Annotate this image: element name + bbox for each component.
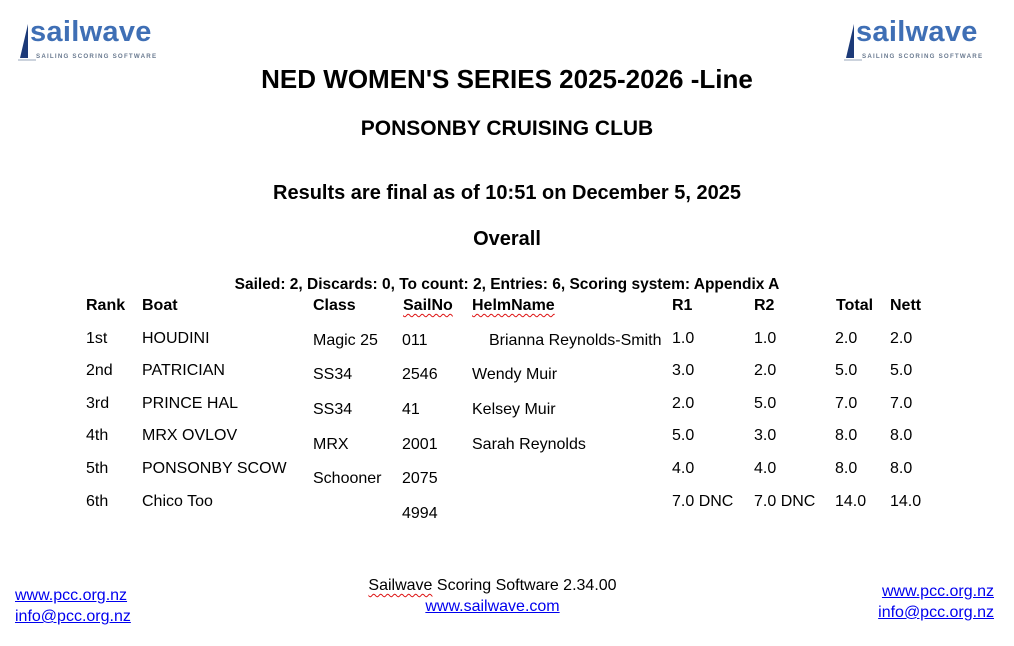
- cell-sailno: 2075: [402, 470, 438, 487]
- column-header-nett: Nett: [890, 297, 922, 314]
- cell-rank: 1st: [86, 330, 108, 347]
- sailwave-link-container[interactable]: [0, 598, 985, 616]
- cell-helm: Wendy Muir: [472, 366, 558, 383]
- cell-helm: Brianna Reynolds-Smith: [489, 332, 662, 349]
- software-name: Sailwave: [368, 577, 433, 594]
- column-header-boat: Boat: [142, 297, 178, 314]
- cell-boat: MRX OVLOV: [142, 427, 238, 444]
- cell-helm: Sarah Reynolds: [472, 436, 586, 453]
- cell-r1: 2.0: [672, 395, 695, 412]
- cell-r1: 4.0: [672, 460, 695, 477]
- cell-sailno: 2546: [402, 366, 438, 383]
- cell-nett: 2.0: [890, 330, 913, 347]
- results-status: Results are final as of 10:51 on December 5, 2025: [273, 182, 741, 204]
- cell-nett: 5.0: [890, 362, 913, 379]
- cell-class: Schooner: [313, 470, 382, 487]
- cell-total: 7.0: [835, 395, 858, 412]
- cell-total: 14.0: [835, 493, 867, 510]
- cell-rank: 3rd: [86, 395, 110, 412]
- email-link[interactable]: info@pcc.org.nz: [15, 608, 131, 625]
- cell-r2: 2.0: [754, 362, 777, 379]
- column-header-r1: R1: [672, 297, 693, 314]
- cell-total: 8.0: [835, 460, 858, 477]
- cell-r1: 5.0: [672, 427, 695, 444]
- cell-r2: 4.0: [754, 460, 777, 477]
- sailwave-link[interactable]: www.sailwave.com: [425, 598, 560, 615]
- cell-total: 2.0: [835, 330, 858, 347]
- cell-nett: 14.0: [890, 493, 922, 510]
- website-link[interactable]: www.pcc.org.nz: [881, 583, 994, 600]
- column-header-helmname: HelmName: [472, 297, 555, 314]
- cell-r2: 7.0 DNC: [754, 493, 816, 510]
- cell-sailno: 4994: [402, 505, 438, 522]
- cell-nett: 8.0: [890, 460, 913, 477]
- column-header-sailno: SailNo: [403, 297, 453, 314]
- cell-class: SS34: [313, 366, 353, 383]
- cell-boat: PRINCE HAL: [142, 395, 239, 412]
- cell-rank: 4th: [86, 427, 109, 444]
- software-credit: [0, 577, 985, 595]
- logo-word: sailwave: [30, 16, 152, 48]
- cell-r1: 1.0: [672, 330, 695, 347]
- cell-rank: 2nd: [86, 362, 113, 379]
- cell-class: SS34: [313, 401, 353, 418]
- logo-tagline: SAILING SCORING SOFTWARE: [862, 53, 984, 60]
- cell-r2: 5.0: [754, 395, 777, 412]
- cell-r1: 3.0: [672, 362, 695, 379]
- cell-boat: PATRICIAN: [142, 362, 225, 379]
- cell-sailno: 2001: [402, 436, 438, 453]
- series-title: NED WOMEN'S SERIES 2025-2026 -Line: [261, 64, 753, 94]
- software-version: Scoring Software 2.34.00: [432, 577, 617, 594]
- cell-sailno: 41: [402, 401, 420, 418]
- cell-r2: 1.0: [754, 330, 777, 347]
- cell-sailno: 011: [402, 332, 428, 349]
- email-link[interactable]: info@pcc.org.nz: [878, 604, 994, 621]
- cell-rank: 6th: [86, 493, 109, 510]
- column-header-total: Total: [836, 297, 874, 314]
- footer-right-website-link[interactable]: [882, 583, 994, 601]
- cell-nett: 7.0: [890, 395, 913, 412]
- column-header-rank: Rank: [86, 297, 126, 314]
- cell-r2: 3.0: [754, 427, 777, 444]
- cell-boat: PONSONBY SCOW: [142, 460, 287, 477]
- cell-boat: Chico Too: [142, 493, 213, 510]
- cell-r1: 7.0 DNC: [672, 493, 734, 510]
- cell-class: Magic 25: [313, 332, 378, 349]
- cell-helm: Kelsey Muir: [472, 401, 556, 418]
- cell-rank: 5th: [86, 460, 109, 477]
- logo-tagline: SAILING SCORING SOFTWARE: [36, 53, 158, 60]
- club-name: PONSONBY CRUISING CLUB: [360, 117, 654, 140]
- cell-nett: 8.0: [890, 427, 913, 444]
- column-header-r2: R2: [754, 297, 775, 314]
- section-heading: Overall: [473, 228, 541, 250]
- cell-total: 5.0: [835, 362, 858, 379]
- sailwave-logo-right: [842, 18, 997, 62]
- cell-total: 8.0: [835, 427, 858, 444]
- footer-right-email-link[interactable]: [878, 604, 994, 622]
- sailwave-logo-left: [16, 18, 171, 62]
- scoring-summary: Sailed: 2, Discards: 0, To count: 2, Entries: 6, Scoring system: Appendix A: [234, 276, 780, 293]
- cell-class: MRX: [313, 436, 349, 453]
- cell-boat: HOUDINI: [142, 330, 210, 347]
- logo-word: sailwave: [856, 16, 978, 48]
- website-link[interactable]: www.pcc.org.nz: [15, 587, 128, 604]
- column-header-class: Class: [313, 297, 356, 314]
